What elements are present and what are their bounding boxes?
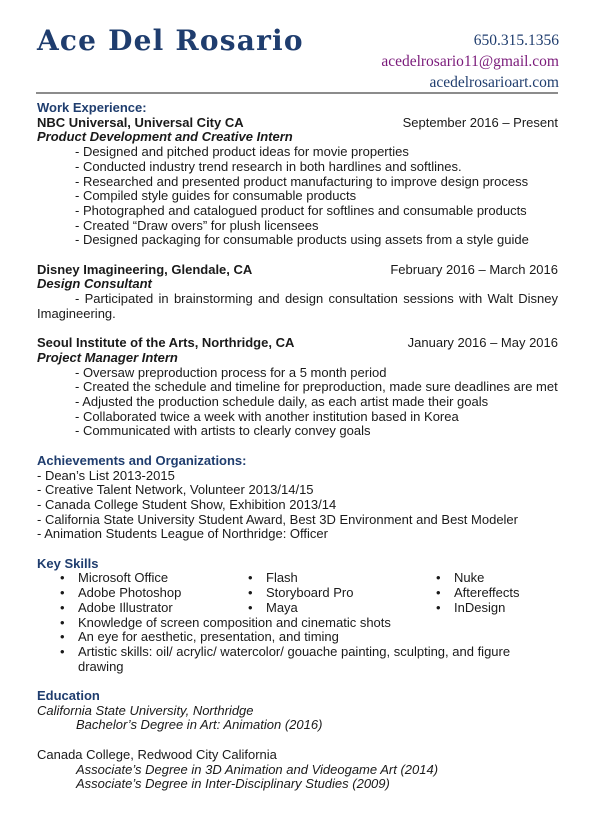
bullet-icon: •	[60, 585, 65, 601]
bullet-icon: •	[60, 643, 65, 659]
job-bullet: - Adjusted the production schedule daily, as each artist made their goals	[75, 394, 489, 410]
job-role: Design Consultant	[37, 276, 152, 292]
bullet-icon: •	[60, 629, 65, 645]
job-dates: February 2016 – March 2016	[390, 261, 558, 277]
job-bullet: - Compiled style guides for consumable products	[75, 188, 357, 204]
skill-item: • Maya	[248, 599, 298, 615]
skill-item: • Flash	[248, 570, 298, 586]
job-company: Seoul Institute of the Arts, Northridge, CA	[37, 335, 295, 351]
job-bullet: - Communicated with artists to clearly convey goals	[75, 423, 371, 439]
degree: Associate’s Degree in 3D Animation and Videogame Art (2014)	[76, 761, 439, 777]
skill-item: • Storyboard Pro	[248, 585, 354, 601]
job-bullet: - Collaborated twice a week with another institution based in Korea	[75, 408, 459, 424]
skill-item: • Knowledge of screen composition and cinematic shots	[60, 614, 391, 630]
email-link[interactable]: acedelrosario11@gmail.com	[381, 53, 559, 70]
bullet-icon: •	[436, 599, 441, 615]
contact-block	[381, 30, 559, 93]
degree: Associate’s Degree in Inter-Disciplinary Studies (2009)	[76, 776, 390, 792]
achievement-item: - Creative Talent Network, Volunteer 2013/14/15	[37, 482, 314, 498]
job-bullet: - Created “Draw overs” for plush licensees	[75, 217, 319, 233]
job-bullet: - Researched and presented product manufacturing to improve design process	[75, 173, 529, 189]
job-role: Product Development and Creative Intern	[37, 129, 293, 145]
resume-body	[37, 101, 558, 792]
degree: Bachelor’s Degree in Art: Animation (2016)	[76, 717, 323, 733]
job-role: Project Manager Intern	[37, 349, 178, 365]
job-seoul	[37, 336, 558, 439]
job-company: NBC Universal, Universal City CA	[37, 114, 244, 130]
skill-item: • Adobe Illustrator	[60, 599, 173, 615]
job-disney	[37, 263, 558, 322]
achievements-section	[37, 454, 558, 542]
bullet-icon: •	[248, 570, 253, 586]
job-description: - Participated in brainstorming and design consultation sessions with Walt Disney Imagineering.	[37, 291, 558, 321]
job-dates: September 2016 – Present	[402, 114, 558, 130]
skill-item: • Aftereffects	[436, 585, 520, 601]
section-title-education: Education	[37, 688, 100, 704]
header-divider	[36, 92, 558, 94]
job-bullet: - Created the schedule and timeline for preproduction, made sure deadlines are met	[75, 379, 558, 395]
skill-item: • Artistic skills: oil/ acrylic/ watercolor/ gouache painting, sculpting, and figure drawing	[60, 643, 511, 674]
skill-item: • Adobe Photoshop	[60, 585, 182, 601]
website-link[interactable]: acedelrosarioart.com	[429, 74, 559, 91]
bullet-icon: •	[436, 585, 441, 601]
skills-section	[37, 557, 558, 675]
job-bullet: - Designed packaging for consumable products using assets from a style guide	[75, 232, 529, 248]
job-company: Disney Imagineering, Glendale, CA	[37, 261, 253, 277]
bullet-icon: •	[436, 570, 441, 586]
bullet-icon: •	[248, 585, 253, 601]
section-title-work: Work Experience:	[37, 100, 147, 115]
skills-wide-list	[37, 616, 558, 675]
job-nbc	[37, 116, 558, 248]
school-name: California State University, Northridge	[37, 702, 254, 718]
bullet-icon: •	[60, 614, 65, 630]
skill-item: • Microsoft Office	[60, 570, 169, 586]
work-experience-section	[37, 101, 558, 439]
bullet-icon: •	[60, 570, 65, 586]
bullet-icon: •	[60, 599, 65, 615]
bullet-icon: •	[248, 599, 253, 615]
job-bullet: - Conducted industry trend research in both hardlines and softlines.	[75, 158, 462, 174]
skill-item: • An eye for aesthetic, presentation, and timing	[60, 629, 339, 645]
section-title-achievements: Achievements and Organizations:	[37, 452, 247, 468]
candidate-name: Ace Del Rosario	[37, 24, 304, 57]
achievement-item: - Canada College Student Show, Exhibition 2013/14	[37, 496, 337, 512]
job-dates: January 2016 – May 2016	[407, 335, 558, 351]
skill-item: • InDesign	[436, 599, 506, 615]
phone-number: 650.315.1356	[473, 32, 559, 49]
achievement-item: - Animation Students League of Northridge: Officer	[37, 526, 328, 542]
education-section	[37, 689, 558, 792]
job-bullet: - Oversaw preproduction process for a 5 month period	[75, 364, 387, 380]
achievement-item: - California State University Student Award, Best 3D Environment and Best Modeler	[37, 511, 518, 527]
skills-grid	[37, 571, 558, 615]
job-bullet: - Photographed and catalogued product for softlines and consumable products	[75, 202, 527, 218]
achievement-item: - Dean’s List 2013-2015	[37, 467, 175, 483]
section-title-skills: Key Skills	[37, 555, 99, 571]
school-name: Canada College, Redwood City California	[37, 746, 277, 762]
skill-item: • Nuke	[436, 570, 485, 586]
job-bullet: - Designed and pitched product ideas for movie properties	[75, 144, 409, 160]
